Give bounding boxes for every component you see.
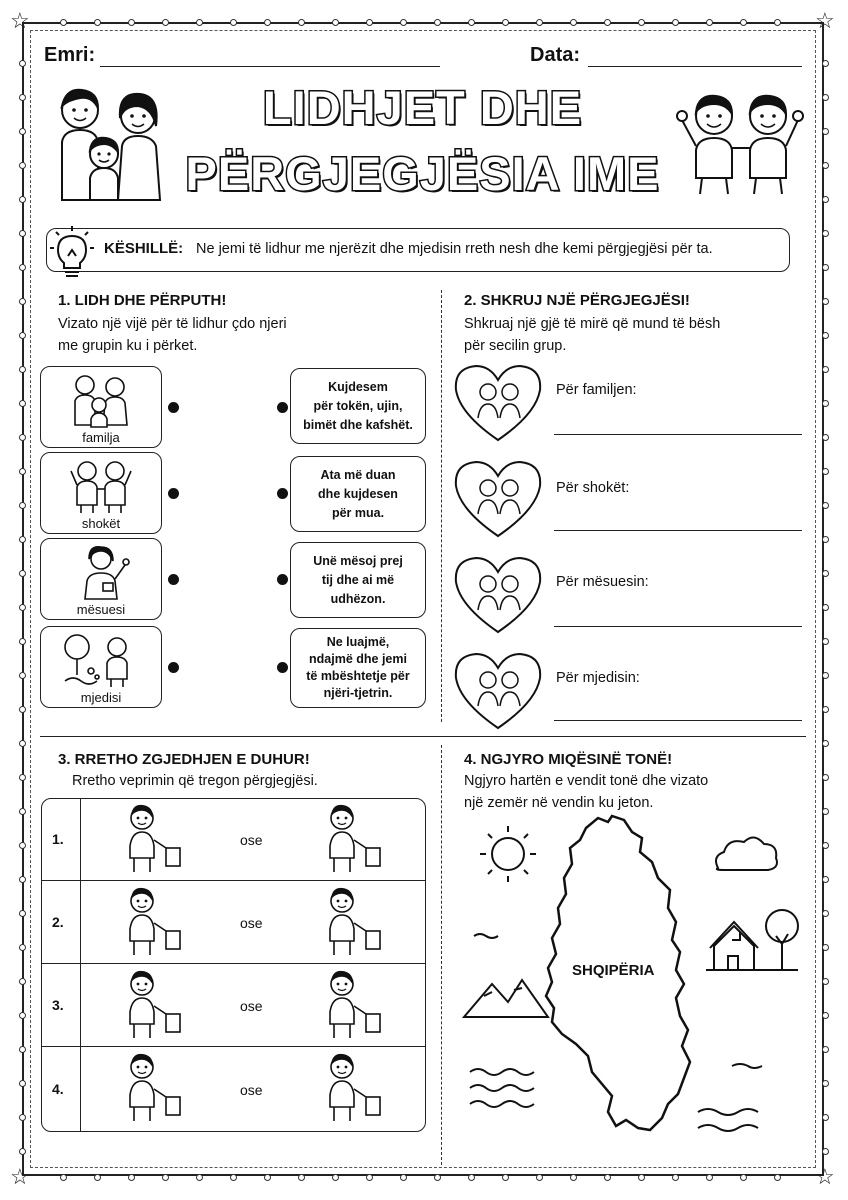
teacher-icon	[71, 543, 135, 599]
border-dot	[822, 1012, 829, 1019]
match-dot-right[interactable]	[277, 662, 288, 673]
section4-title: 4. NGJYRO MIQËSINË TONË!	[464, 751, 673, 768]
border-dot	[196, 1174, 203, 1181]
name-label: Emri:	[44, 44, 96, 66]
border-dot	[19, 400, 26, 407]
border-dot	[822, 808, 829, 815]
border-dot	[94, 19, 101, 26]
corner-star-icon: ☆	[815, 1164, 835, 1189]
match-dot-left[interactable]	[168, 662, 179, 673]
heart-icon	[452, 362, 544, 444]
border-dot	[672, 19, 679, 26]
border-dot	[19, 468, 26, 475]
date-label: Data:	[530, 44, 581, 66]
border-dot	[822, 1114, 829, 1121]
border-dot	[822, 264, 829, 271]
section3-title: 3. RRETHO ZGJEDHJEN E DUHUR!	[58, 751, 310, 768]
choice-row-divider	[41, 880, 426, 881]
choice-row-number: 2.	[52, 914, 64, 930]
column-divider-top	[441, 290, 442, 722]
border-dot	[19, 808, 26, 815]
border-dot	[822, 570, 829, 577]
border-dot	[366, 19, 373, 26]
date-field[interactable]	[588, 66, 802, 67]
border-dot	[19, 1012, 26, 1019]
border-dot	[19, 1114, 26, 1121]
border-dot	[604, 1174, 611, 1181]
border-dot	[570, 19, 577, 26]
border-dot	[19, 332, 26, 339]
corner-star-icon: ☆	[815, 8, 835, 33]
match-right-line: për tokën, ujin,	[313, 398, 403, 413]
border-dot	[19, 638, 26, 645]
match-left-familja[interactable]	[40, 366, 162, 448]
section1-instruction-2: me grupin ku i përket.	[58, 338, 198, 354]
heart-icon	[452, 554, 544, 636]
choice-table-num-divider	[80, 798, 81, 1132]
name-field[interactable]	[100, 66, 440, 67]
match-dot-left[interactable]	[168, 402, 179, 413]
write-line-teacher[interactable]	[554, 626, 802, 627]
border-dot	[536, 1174, 543, 1181]
choice-option-a[interactable]	[112, 883, 202, 961]
border-dot	[19, 502, 26, 509]
tree-icon	[766, 910, 798, 970]
choice-option-b[interactable]	[312, 883, 402, 961]
border-dot	[822, 1046, 829, 1053]
section2-instruction-2: për secilin grup.	[464, 338, 567, 354]
border-dot	[604, 19, 611, 26]
border-dot	[19, 604, 26, 611]
match-left-label: shokët	[81, 516, 121, 531]
map-scene	[462, 812, 808, 1162]
border-dot	[822, 842, 829, 849]
border-dot	[822, 128, 829, 135]
border-dot	[822, 876, 829, 883]
border-dot	[822, 706, 829, 713]
border-dot	[822, 60, 829, 67]
write-label-teacher: Për mësuesin:	[556, 574, 649, 590]
border-dot	[468, 1174, 475, 1181]
choice-row-number: 1.	[52, 831, 64, 847]
border-dot	[19, 196, 26, 203]
border-dot	[822, 400, 829, 407]
match-dot-right[interactable]	[277, 488, 288, 499]
choice-option-b[interactable]	[312, 800, 402, 878]
border-dot	[822, 604, 829, 611]
border-dot	[822, 740, 829, 747]
border-dot	[19, 1080, 26, 1087]
border-dot	[19, 1046, 26, 1053]
column-divider-bottom	[441, 745, 442, 1165]
border-dot	[822, 94, 829, 101]
row-divider	[40, 736, 806, 737]
border-dot	[570, 1174, 577, 1181]
border-dot	[19, 1148, 26, 1155]
map-label: SHQIPËRIA	[572, 962, 655, 979]
border-dot	[822, 196, 829, 203]
choice-row-number: 4.	[52, 1081, 64, 1097]
friends-illustration	[676, 86, 804, 196]
border-dot	[19, 434, 26, 441]
friends-icon	[69, 457, 133, 513]
border-dot	[264, 1174, 271, 1181]
house-icon	[710, 922, 758, 970]
border-dot	[774, 19, 781, 26]
match-right-4[interactable]	[290, 628, 426, 708]
match-dot-left[interactable]	[168, 488, 179, 499]
border-dot	[740, 1174, 747, 1181]
match-left-shoket[interactable]	[40, 452, 162, 534]
corner-star-icon: ☆	[10, 1164, 30, 1189]
border-dot	[298, 19, 305, 26]
cloud-icon	[716, 837, 777, 870]
border-dot	[536, 19, 543, 26]
title-line-2: PËRGJEGJËSIA IME	[185, 147, 660, 200]
border-dot	[672, 1174, 679, 1181]
border-dot	[162, 1174, 169, 1181]
border-dot	[468, 19, 475, 26]
border-dot	[128, 1174, 135, 1181]
border-dot	[502, 19, 509, 26]
match-right-line: udhëzon.	[330, 591, 386, 606]
corner-star-icon: ☆	[10, 8, 30, 33]
border-dot	[822, 638, 829, 645]
match-dot-right[interactable]	[277, 574, 288, 585]
border-dot	[400, 1174, 407, 1181]
match-right-line: njëri-tjetrin.	[323, 686, 393, 700]
choice-or: ose	[240, 998, 263, 1014]
border-dot	[19, 842, 26, 849]
match-left-label: mjedisi	[80, 690, 122, 705]
border-dot	[822, 434, 829, 441]
border-dot	[19, 162, 26, 169]
border-dot	[19, 774, 26, 781]
match-left-mesuesi[interactable]	[40, 538, 162, 620]
border-dot	[19, 128, 26, 135]
match-right-line: Kujdesem	[328, 379, 388, 394]
border-dot	[19, 740, 26, 747]
border-dot	[196, 19, 203, 26]
border-dot	[822, 944, 829, 951]
border-dot	[822, 774, 829, 781]
border-dot	[19, 706, 26, 713]
border-dot	[19, 672, 26, 679]
border-dot	[706, 1174, 713, 1181]
border-dot	[19, 230, 26, 237]
environment-icon	[61, 631, 141, 689]
section4-instruction-2: një zemër në vendin ku jeton.	[464, 795, 654, 811]
border-dot	[822, 162, 829, 169]
section1-instruction-1: Vizato një vijë për të lidhur çdo njeri	[58, 316, 287, 332]
match-right-line: Unë mësoj prej	[313, 553, 403, 568]
match-right-line: ndajmë dhe jemi	[309, 652, 407, 666]
heart-icon	[452, 458, 544, 540]
section1-title: 1. LIDH DHE PËRPUTH!	[58, 292, 227, 309]
match-left-label: mësuesi	[76, 602, 126, 617]
border-dot	[230, 1174, 237, 1181]
choice-option-a[interactable]	[112, 966, 202, 1044]
section4-instruction-1: Ngjyro hartën e vendit tonë dhe vizato	[464, 773, 709, 789]
border-dot	[19, 366, 26, 373]
border-dot	[822, 672, 829, 679]
choice-option-b[interactable]	[312, 1049, 402, 1127]
write-label-family: Për familjen:	[556, 382, 637, 398]
match-right-line: për mua.	[331, 505, 385, 520]
mountains-icon	[464, 980, 548, 1017]
lightbulb-icon	[50, 226, 94, 280]
border-dot	[822, 978, 829, 985]
border-dot	[19, 536, 26, 543]
write-label-friends: Për shokët:	[556, 480, 630, 496]
write-line-friends[interactable]	[554, 530, 802, 531]
heart-icon	[452, 650, 544, 732]
choice-row-divider	[41, 1046, 426, 1047]
family-icon	[69, 371, 133, 427]
border-dot	[332, 1174, 339, 1181]
match-right-line: të mbështetje për	[306, 669, 410, 683]
border-dot	[638, 1174, 645, 1181]
border-dot	[162, 19, 169, 26]
border-dot	[822, 298, 829, 305]
choice-or: ose	[240, 915, 263, 931]
choice-row-divider	[41, 963, 426, 964]
match-right-line: tij dhe ai më	[321, 572, 395, 587]
section3-instruction: Rretho veprimin që tregon përgjegjësi.	[72, 773, 318, 789]
match-dot-right[interactable]	[277, 402, 288, 413]
border-dot	[264, 19, 271, 26]
border-dot	[822, 502, 829, 509]
border-dot	[332, 19, 339, 26]
border-dot	[434, 1174, 441, 1181]
border-dot	[822, 536, 829, 543]
write-line-environment[interactable]	[554, 720, 802, 721]
title-line-1: LIDHJET DHE	[262, 81, 583, 134]
border-dot	[230, 19, 237, 26]
section2-title: 2. SHKRUJ NJË PËRGJEGJËSI!	[464, 292, 690, 309]
match-right-line: bimët dhe kafshët.	[303, 417, 413, 432]
border-dot	[774, 1174, 781, 1181]
border-dot	[366, 1174, 373, 1181]
match-left-mjedisi[interactable]	[40, 626, 162, 708]
match-right-3[interactable]	[290, 542, 426, 618]
border-dot	[822, 332, 829, 339]
border-dot	[822, 910, 829, 917]
match-right-1[interactable]	[290, 368, 426, 444]
sun-icon	[480, 826, 536, 882]
match-dot-left[interactable]	[168, 574, 179, 585]
choice-or: ose	[240, 1082, 263, 1098]
match-right-2[interactable]	[290, 456, 426, 532]
border-dot	[19, 298, 26, 305]
border-dot	[822, 1148, 829, 1155]
border-dot	[19, 94, 26, 101]
choice-option-a[interactable]	[112, 800, 202, 878]
border-dot	[822, 468, 829, 475]
match-left-label: familja	[82, 430, 120, 445]
choice-row-number: 3.	[52, 997, 64, 1013]
border-dot	[822, 366, 829, 373]
tip-label: KËSHILLË:	[104, 240, 184, 257]
match-right-line: Ne luajmë,	[326, 635, 390, 649]
border-dot	[400, 19, 407, 26]
border-dot	[19, 978, 26, 985]
border-dot	[19, 60, 26, 67]
border-dot	[128, 19, 135, 26]
border-dot	[19, 944, 26, 951]
write-label-environment: Për mjedisin:	[556, 670, 640, 686]
section2-instruction-1: Shkruaj një gjë të mirë që mund të bësh	[464, 316, 721, 332]
match-right-line: dhe kujdesen	[318, 486, 398, 501]
border-dot	[502, 1174, 509, 1181]
border-dot	[298, 1174, 305, 1181]
border-dot	[94, 1174, 101, 1181]
border-dot	[706, 19, 713, 26]
write-line-family[interactable]	[554, 434, 802, 435]
border-dot	[822, 1080, 829, 1087]
border-dot	[60, 1174, 67, 1181]
border-dot	[19, 876, 26, 883]
border-dot	[740, 19, 747, 26]
tip-text: Ne jemi të lidhur me njerëzit dhe mjedisin rreth nesh dhe kemi përgjegjësi për ta.	[196, 241, 713, 257]
match-right-line: Ata më duan	[320, 467, 396, 482]
choice-option-a[interactable]	[112, 1049, 202, 1127]
border-dot	[434, 19, 441, 26]
border-dot	[638, 19, 645, 26]
border-dot	[60, 19, 67, 26]
choice-or: ose	[240, 832, 263, 848]
border-dot	[19, 264, 26, 271]
border-dot	[822, 230, 829, 237]
border-dot	[19, 910, 26, 917]
choice-option-b[interactable]	[312, 966, 402, 1044]
border-dot	[19, 570, 26, 577]
